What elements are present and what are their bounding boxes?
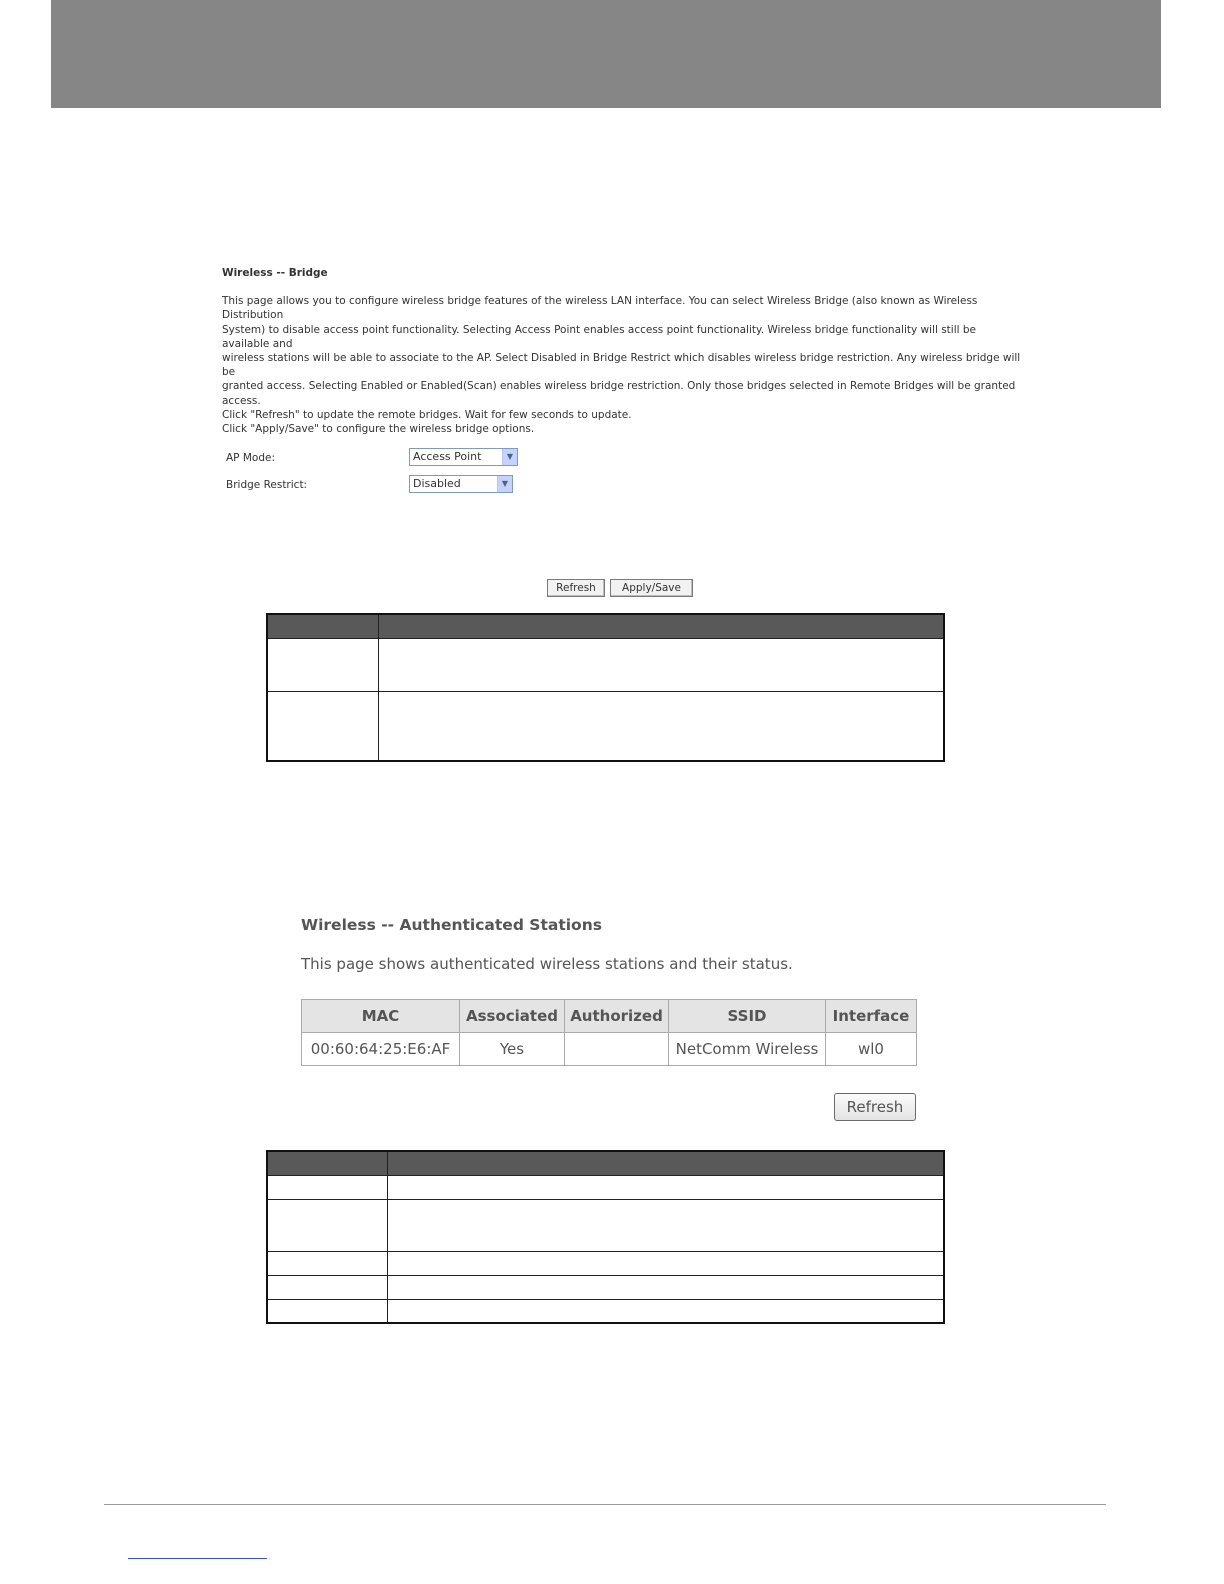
table-row (267, 1276, 944, 1300)
table-row (302, 1033, 917, 1066)
footer-divider (104, 1504, 1106, 1505)
table-cell (267, 1200, 388, 1252)
footer-link-underline[interactable] (128, 1558, 267, 1559)
column-header-associated: Associated (460, 1000, 565, 1033)
table-header-row (267, 614, 944, 639)
auth-description: This page shows authenticated wireless stations and their status. (301, 955, 793, 973)
table-cell (267, 692, 379, 762)
stations-refresh-button[interactable]: Refresh (834, 1093, 916, 1121)
bridge-desc-line: granted access. Selecting Enabled or Enabled(Scan) enables wireless bridge restriction. Only those bridges selected in Remote Bridges will be granted (222, 380, 1016, 393)
ap-mode-label: AP Mode: (226, 452, 275, 465)
bridge-title: Wireless -- Bridge (222, 267, 328, 279)
station-associated: Yes (460, 1033, 565, 1066)
table-cell (388, 1300, 945, 1324)
table-cell (267, 1276, 388, 1300)
bridge-desc-line: wireless stations will be able to associate to the AP. Select Disabled in Bridge Restrict which disables wireless bridge restriction. Any wireless bridge will be (222, 352, 1021, 379)
chevron-down-icon[interactable]: ▼ (497, 476, 512, 492)
table-row (267, 1176, 944, 1200)
station-interface: wl0 (826, 1033, 917, 1066)
column-header-authorized: Authorized (565, 1000, 669, 1033)
table-row (267, 1252, 944, 1276)
table-cell (267, 1252, 388, 1276)
table-header-cell (388, 1151, 945, 1176)
table-row (267, 692, 944, 762)
column-header-ssid: SSID (669, 1000, 826, 1033)
table-cell (267, 639, 379, 692)
auth-title: Wireless -- Authenticated Stations (301, 916, 602, 934)
stations-table (301, 999, 917, 1066)
column-header-mac: MAC (302, 1000, 460, 1033)
bridge-desc-line: System) to disable access point functionality. Selecting Access Point enables access point functionality. Wireless bridge functionality will still be available and (222, 323, 977, 350)
bridge-restrict-value: Disabled (413, 477, 461, 491)
table-cell (388, 1276, 945, 1300)
bridge-refresh-button[interactable]: Refresh (547, 579, 605, 597)
table-row (267, 1200, 944, 1252)
table-header-row (267, 1151, 944, 1176)
station-ssid: NetComm Wireless (669, 1033, 826, 1066)
table-cell (267, 1176, 388, 1200)
station-authorized (565, 1033, 669, 1066)
bridge-form (222, 448, 1022, 498)
bridge-description (222, 294, 1022, 436)
table-header-cell (267, 614, 379, 639)
authenticated-stations-panel (301, 916, 921, 973)
bridge-desc-line: This page allows you to configure wireless bridge features of the wireless LAN interface. You can select Wireless Bridge (also known as Wireless Distribution (222, 295, 978, 322)
ap-mode-value: Access Point (413, 450, 482, 464)
table-row (267, 639, 944, 692)
table-cell (267, 1300, 388, 1324)
bridge-restrict-row (226, 475, 526, 495)
station-mac: 00:60:64:25:E6:AF (302, 1033, 460, 1066)
stations-header-row (302, 1000, 917, 1033)
bridge-apply-save-button[interactable]: Apply/Save (610, 579, 693, 597)
table-cell (379, 692, 945, 762)
table-cell (388, 1176, 945, 1200)
table-cell (379, 639, 945, 692)
bridge-options-table (266, 613, 945, 762)
bridge-desc-line: Click "Apply/Save" to configure the wireless bridge options. (222, 423, 535, 436)
ap-mode-row (226, 448, 526, 468)
table-cell (388, 1200, 945, 1252)
stations-fields-table (266, 1150, 945, 1324)
table-row (267, 1300, 944, 1324)
table-cell (388, 1252, 945, 1276)
table-header-cell (267, 1151, 388, 1176)
chevron-down-icon[interactable]: ▼ (502, 449, 517, 465)
bridge-desc-line: Click "Refresh" to update the remote bridges. Wait for few seconds to update. (222, 408, 632, 421)
wireless-bridge-panel (222, 266, 1022, 498)
bridge-restrict-select[interactable] (409, 475, 513, 493)
header-banner (51, 0, 1161, 108)
column-header-interface: Interface (826, 1000, 917, 1033)
ap-mode-select[interactable] (409, 448, 518, 466)
bridge-restrict-label: Bridge Restrict: (226, 479, 308, 492)
table-header-cell (379, 614, 945, 639)
bridge-desc-line: access. (222, 394, 261, 407)
